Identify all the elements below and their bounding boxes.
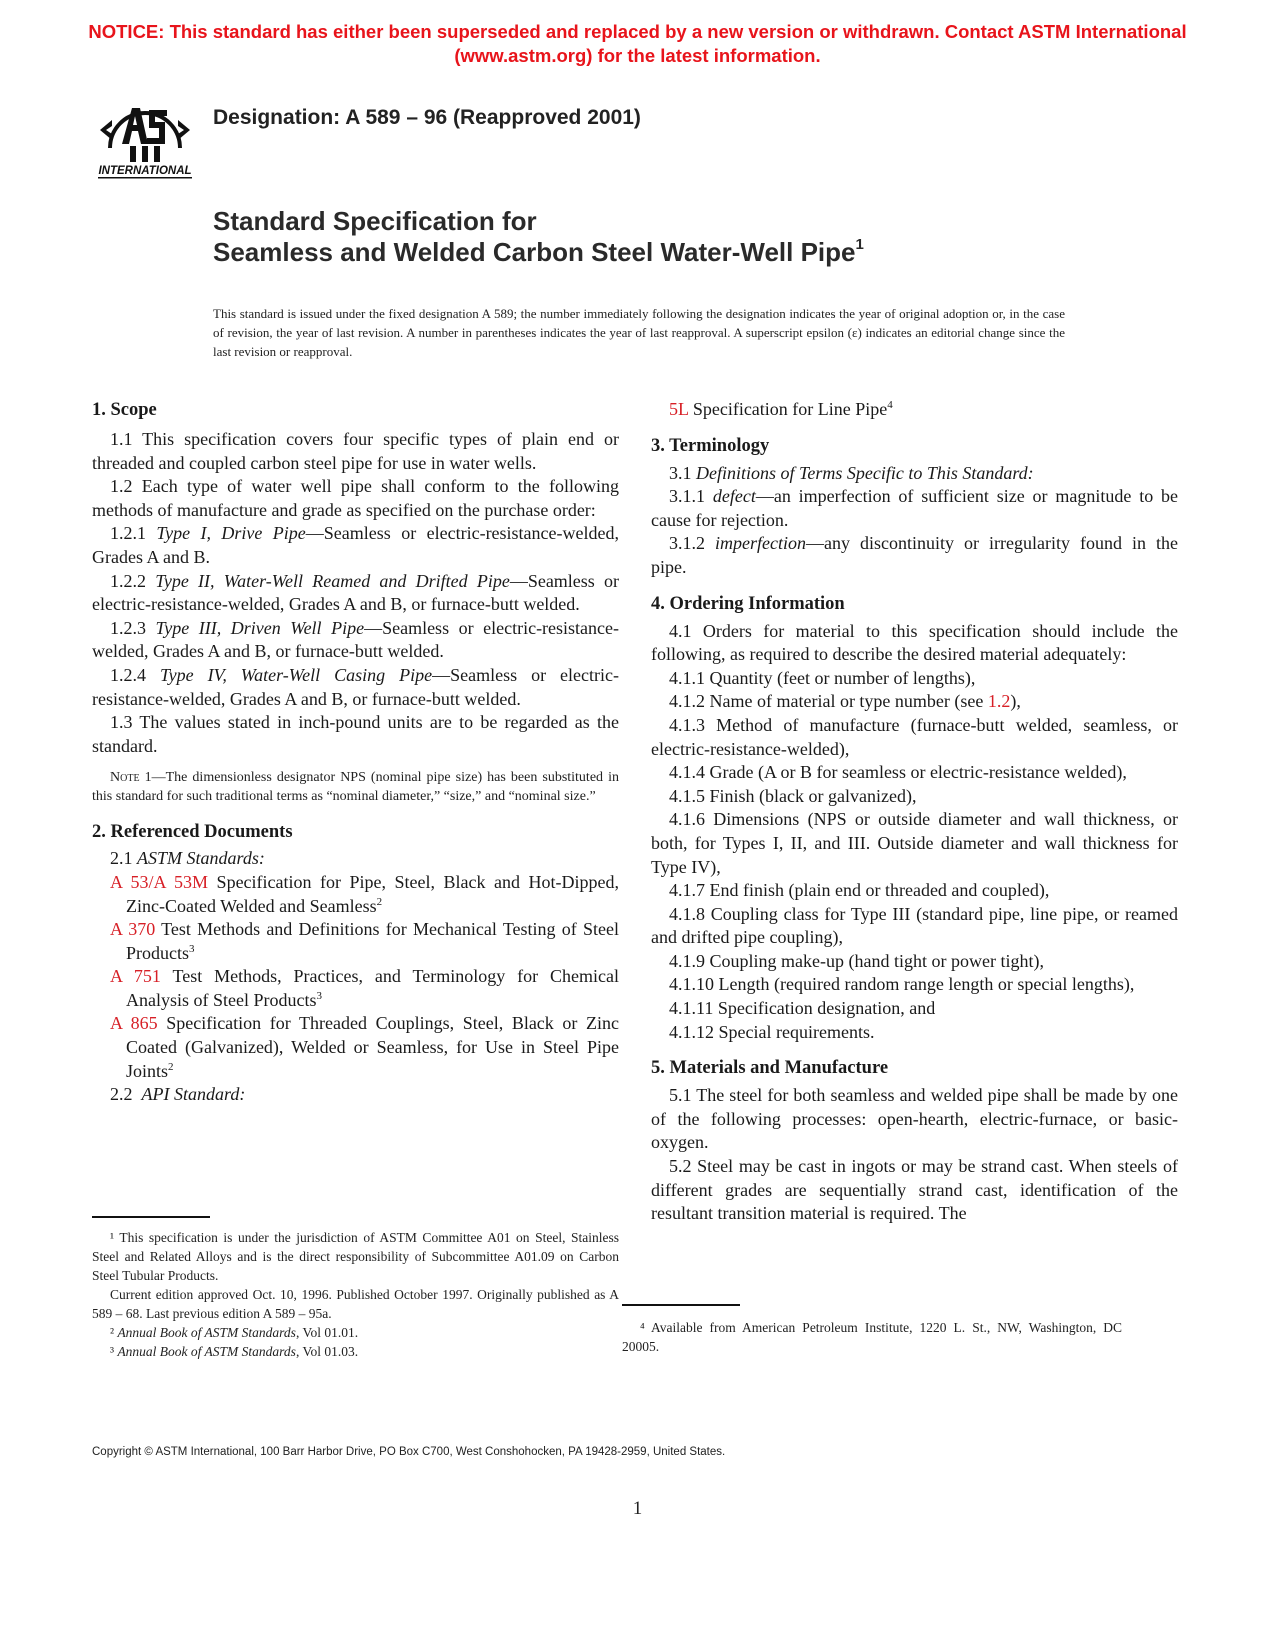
document-title	[213, 206, 864, 268]
section-heading-materials: 5. Materials and Manufacture	[651, 1058, 889, 1079]
para-4-1-7: 4.1.7 End finish (plain end or threaded and coupled),	[669, 880, 1050, 901]
para-2-2: 2.2 API Standard:	[110, 1084, 246, 1105]
para-5-2: 5.2 Steel may be cast in ingots or may be strand cast. When steels of different grades are sequentially strand cast, identification of the resultant transition material is required. The	[651, 1156, 1178, 1224]
para-4-1-6: 4.1.6 Dimensions (NPS or outside diameter and wall thickness, or both, for Types I, II, and III. Outside diameter and wall thickness for Type IV),	[651, 809, 1178, 877]
para-3-1: 3.1 Definitions of Terms Specific to This Standard:	[669, 462, 1034, 483]
para-1-2-3: 1.2.3 Type III, Driven Well Pipe—Seamless or electric-resistance-welded, Grades A and B, or furnace-butt welded.	[92, 617, 620, 662]
section-heading-referenced-documents: 2. Referenced Documents	[92, 822, 293, 843]
link-section-1-2[interactable]: 1.2	[987, 691, 1011, 712]
para-4-1-11: 4.1.11 Specification designation, and	[669, 998, 936, 1019]
left-column	[92, 398, 619, 1107]
para-1-2-1: 1.2.1 Type I, Drive Pipe—Seamless or electric-resistance-welded, Grades A and B.	[92, 523, 619, 567]
footnotes-left	[92, 1228, 619, 1361]
title-footnote-mark: 1	[855, 236, 864, 253]
para-1-3: 1.3 The values stated in inch-pound units are to be regarded as the standard.	[92, 712, 619, 756]
logo-text: INTERNATIONAL	[98, 165, 192, 177]
ref-a865: A 865 Specification for Threaded Couplings, Steel, Black or Zinc Coated (Galvanized), Welded or Seamless, for Use in Steel Pipe Joints$^2$	[110, 1013, 619, 1081]
ref-api-5l: 5L Specification for Line Pipe$^4$	[669, 399, 893, 419]
right-column	[651, 398, 1178, 1226]
para-4-1-2: 4.1.2 Name of material or type number (see 1.2),	[669, 691, 1021, 712]
footnote-1b: Current edition approved Oct. 10, 1996. Published October 1997. Originally published as A 589 – 68. Last previous edition A 589 – 95a.	[92, 1287, 619, 1321]
ref-link-a53[interactable]: A 53/A 53M	[110, 871, 209, 892]
para-4-1-4: 4.1.4 Grade (A or B for seamless or electric-resistance welded),	[669, 762, 1127, 783]
footnote-rule-right	[622, 1304, 740, 1306]
footnote-4: ⁴ Available from American Petroleum Institute, 1220 L. St., NW, Washington, DC 20005.	[622, 1320, 1122, 1354]
designation: Designation: A 589 – 96 (Reapproved 2001)	[213, 106, 641, 129]
para-4-1-3: 4.1.3 Method of manufacture (furnace-butt welded, seamless, or electric-resistance-welded),	[651, 714, 1178, 759]
page-number: 1	[632, 1498, 643, 1519]
ref-a370: A 370 Test Methods and Definitions for Mechanical Testing of Steel Products$^3$	[110, 919, 619, 963]
ref-a751: A 751 Test Methods, Practices, and Terminology for Chemical Analysis of Steel Products$^3$	[110, 966, 619, 1010]
para-5-1: 5.1 The steel for both seamless and welded pipe shall be made by one of the following processes: open-hearth, electric-furnace, or basic-oxygen.	[651, 1085, 1178, 1153]
para-2-1: 2.1 ASTM Standards:	[110, 848, 265, 869]
title-line-1: Standard Specification for	[213, 206, 537, 236]
para-1-1: 1.1 This specification covers four specific types of plain end or threaded and coupled carbon steel pipe for use in water wells.	[92, 429, 619, 473]
footnote-1: ¹ This specification is under the jurisdiction of ASTM Committee A01 on Steel, Stainless Steel and Related Alloys and is the direct responsibility of Subcommittee A01.09 on Carbon Steel Tubular Products.	[92, 1230, 619, 1283]
para-1-2-4: 1.2.4 Type IV, Water-Well Casing Pipe—Seamless or electric-resistance-welded, Grades A and B, or furnace-butt welded.	[92, 664, 620, 709]
title-line-2: Seamless and Welded Carbon Steel Water-Well Pipe$^1$	[213, 236, 864, 267]
para-4-1-5: 4.1.5 Finish (black or galvanized),	[669, 785, 917, 806]
footnotes-right	[622, 1318, 1122, 1356]
para-4-1-9: 4.1.9 Coupling make-up (hand tight or power tight),	[669, 950, 1044, 971]
para-3-1-2: 3.1.2 imperfection—any discontinuity or irregularity found in the pipe.	[651, 533, 1178, 577]
para-4-1-8: 4.1.8 Coupling class for Type III (standard pipe, line pipe, or reamed and drifted pipe coupling),	[651, 903, 1178, 948]
para-3-1-1: 3.1.1 defect—an imperfection of sufficient size or magnitude to be cause for rejection.	[651, 486, 1179, 530]
section-heading-ordering: 4. Ordering Information	[651, 593, 845, 614]
footnote-3: ³ Annual Book of ASTM Standards, Vol 01.03.	[110, 1344, 359, 1359]
section-heading-scope: 1. Scope	[92, 400, 157, 420]
para-1-2: 1.2 Each type of water well pipe shall conform to the following methods of manufacture and grade as specified on the purchase order:	[92, 476, 619, 520]
para-4-1-1: 4.1.1 Quantity (feet or number of lengths),	[669, 667, 976, 688]
astm-logo-icon	[92, 86, 198, 182]
footnote-rule-left	[92, 1216, 210, 1218]
copyright-line: Copyright © ASTM International, 100 Barr Harbor Drive, PO Box C700, West Conshohocken, PA 19428-2959, United States.	[92, 1446, 726, 1458]
ref-link-a865[interactable]: A 865	[110, 1013, 158, 1034]
ref-link-a370[interactable]: A 370	[110, 919, 156, 940]
section-heading-terminology: 3. Terminology	[651, 435, 770, 456]
para-1-2-2: 1.2.2 Type II, Water-Well Reamed and Drifted Pipe—Seamless or electric-resistance-welded, Grades A and B, or furnace-butt welded.	[92, 570, 619, 615]
note-1: Note 1—The dimensionless designator NPS (nominal pipe size) has been substituted in this standard for such traditional terms as “nominal diameter,” “size,” and “nominal size.”	[92, 770, 619, 805]
ref-link-5l[interactable]: 5L	[669, 399, 689, 419]
para-4-1-10: 4.1.10 Length (required random range length or special lengths),	[669, 974, 1135, 995]
notice-banner: NOTICE: This standard has either been superseded and replaced by a new version or withdrawn. Contact ASTM International (www.astm.org) for the latest information.	[88, 21, 1187, 66]
ref-link-a751[interactable]: A 751	[110, 966, 161, 987]
para-4-1-12: 4.1.12 Special requirements.	[669, 1021, 875, 1042]
ref-a53: A 53/A 53M Specification for Pipe, Steel, Black and Hot-Dipped, Zinc-Coated Welded and Seamless$^2$	[110, 871, 619, 916]
para-4-1: 4.1 Orders for material to this specification should include the following, as required to describe the desired material adequately:	[651, 620, 1178, 665]
issue-note: This standard is issued under the fixed designation A 589; the number immediately following the designation indicates the year of original adoption or, in the case of revision, the year of last revision. A number in parentheses indicates the year of last reapproval. A superscript epsilon (ε) indicates an editorial change since the last revision or reapproval.	[213, 306, 1065, 359]
footnote-2: ² Annual Book of ASTM Standards, Vol 01.01.	[110, 1325, 359, 1340]
